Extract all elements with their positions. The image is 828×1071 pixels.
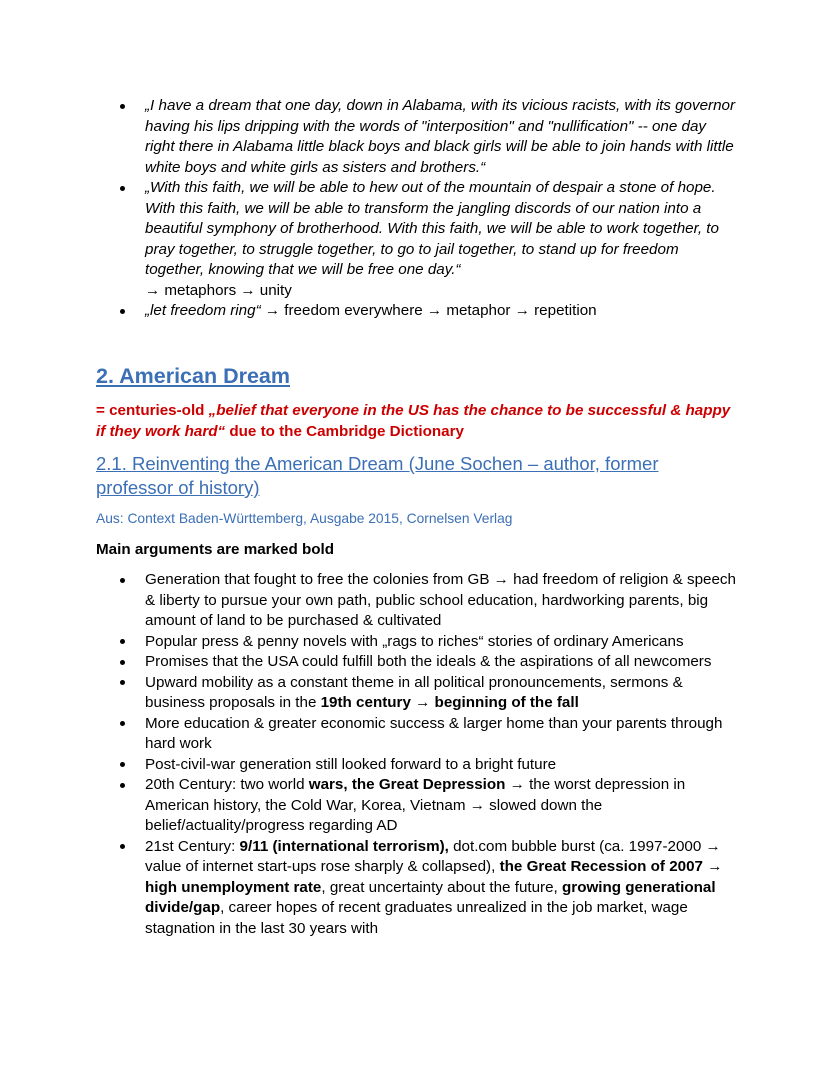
text-run: growing generational divide/gap	[145, 878, 716, 916]
bullet-icon	[120, 660, 125, 665]
subsection-heading: 2.1. Reinventing the American Dream (June Sochen – author, former professor of history)	[96, 453, 659, 498]
text-run: Post-civil-war generation still looked forward to a bright future	[145, 755, 557, 773]
list-item	[96, 178, 736, 301]
text-run: „With this faith, we will be able to hew out of the mountain of despair a stone of hope. With this faith, we will be able to transform the jangling discords of our nation into a beautiful symphony of brotherhood. With this faith, we will be able to work together, to pray together, to struggle together, to go to jail together, to stand up for freedom together, knowing that we will be free one day.“	[145, 179, 719, 278]
list-item	[96, 755, 736, 776]
text-run: „let freedom ring“	[145, 302, 261, 319]
text-run: → metaphors → unity	[145, 281, 292, 299]
text-run: dot.com bubble burst (ca. 1997-2000 → value of internet start-ups rose sharply & collapsed),	[145, 837, 721, 875]
bullet-icon	[120, 639, 125, 644]
bullet-icon	[120, 844, 125, 849]
bullet-icon	[120, 309, 125, 314]
text-run: 9/11 (international terrorism),	[239, 837, 449, 855]
list-item	[96, 714, 736, 755]
text-run: → freedom everywhere → metaphor → repetition	[260, 302, 597, 319]
definition-text	[96, 400, 736, 442]
text-run: wars, the Great Depression	[308, 776, 506, 793]
list-item	[96, 96, 736, 178]
text-run: the Great Recession of 2007 → high unemployment rate	[145, 858, 723, 896]
list-item	[96, 652, 736, 673]
text-run: → the worst depression in American history, the Cold War, Korea, Vietnam → slowed down the belief/actuality/progress regarding AD	[145, 776, 686, 834]
text-run: Upward mobility as a constant theme in all political pronouncements, sermons & business proposals in the	[145, 673, 683, 711]
text-run: Popular press & penny novels with „rags to riches“ stories of ordinary Americans	[145, 632, 684, 650]
argument-list	[96, 570, 736, 939]
text-run: , great uncertainty about the future,	[321, 878, 562, 896]
text-run: 20th Century: two world	[145, 776, 309, 793]
list-item	[96, 837, 736, 940]
text-run: Generation that fought to free the colonies from GB → had freedom of religion & speech & liberty to pursue your own path, public school education, hardworking parents, big amount of land to be purchased & cultivated	[145, 571, 736, 629]
list-item	[96, 570, 736, 632]
text-run: 21st Century:	[145, 837, 240, 855]
text-run: 19th century → beginning of the fall	[320, 694, 579, 711]
text-run: More education & greater economic success & larger home than your parents through hard work	[145, 714, 723, 752]
bullet-icon	[120, 104, 125, 109]
bullet-icon	[120, 762, 125, 767]
bullet-icon	[120, 783, 125, 788]
section-heading: 2. American Dream	[96, 364, 290, 388]
definition-suffix: due to the Cambridge Dictionary	[225, 423, 464, 440]
definition-quote: „belief that everyone in the US has the chance to be successful & happy if they work hard“	[96, 402, 731, 440]
bullet-icon	[120, 578, 125, 583]
text-run: Promises that the USA could fulfill both the ideals & the aspirations of all newcomers	[145, 653, 712, 670]
text-run: , career hopes of recent graduates unrealized in the job market, wage stagnation in the last 30 years with	[145, 899, 688, 937]
list-item	[96, 673, 736, 714]
definition-prefix: = centuries-old	[96, 402, 209, 419]
bullet-icon	[120, 721, 125, 726]
list-item	[96, 301, 736, 322]
bullet-icon	[120, 186, 125, 191]
list-item	[96, 775, 736, 837]
main-arguments-label: Main arguments are marked bold	[96, 541, 335, 558]
text-run: „I have a dream that one day, down in Alabama, with its vicious racists, with its governor having his lips dripping with the words of "interposition" and "nullification" -- one day right there in Alabama little black boys and black girls will be able to join hands with little white boys and white girls as sisters and brothers.“	[145, 97, 736, 176]
list-item	[96, 632, 736, 653]
bullet-icon	[120, 680, 125, 685]
source-citation: Aus: Context Baden-Württemberg, Ausgabe 2015, Cornelsen Verlag	[96, 511, 513, 526]
quote-list	[96, 96, 736, 322]
